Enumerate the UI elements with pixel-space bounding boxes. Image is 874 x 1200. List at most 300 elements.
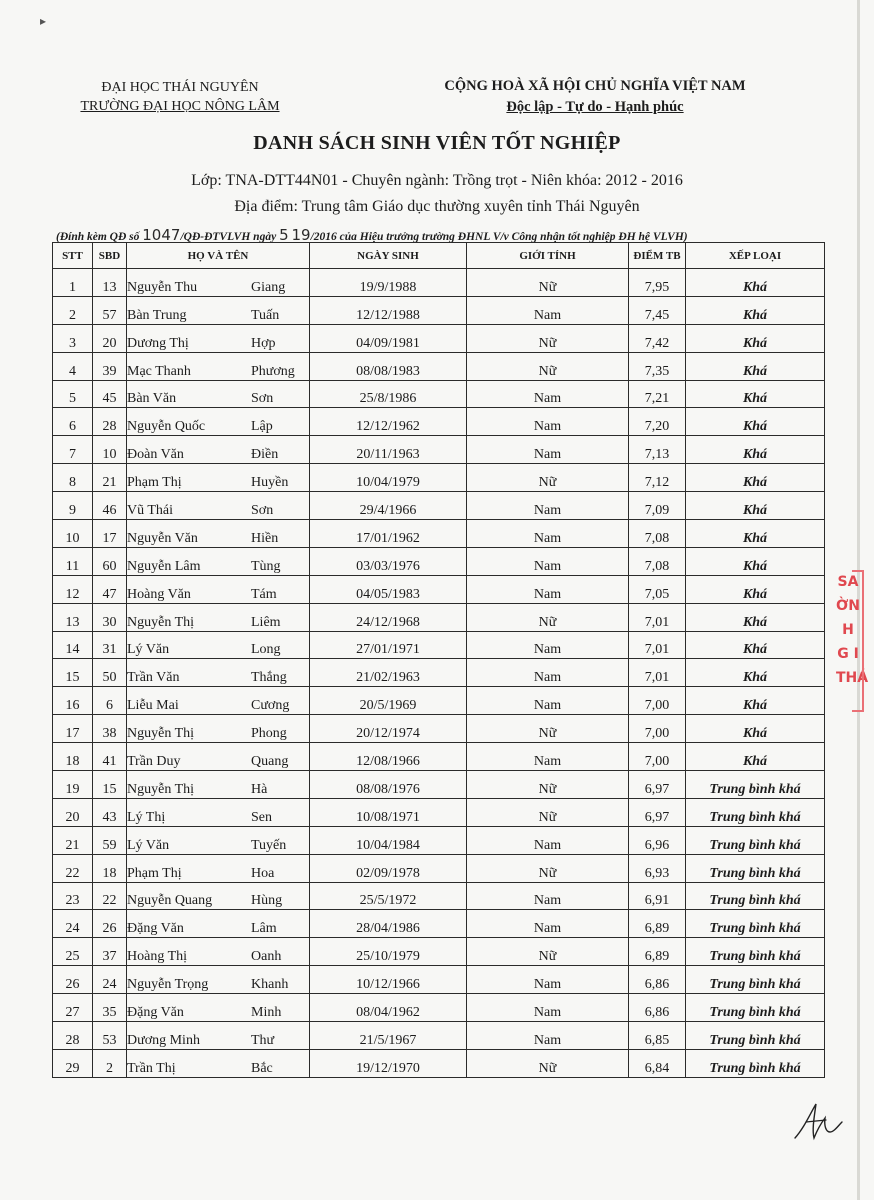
row-sex: Nam: [467, 436, 629, 464]
row-stt: 25: [53, 938, 93, 966]
table-row: [53, 631, 825, 659]
row-name: [127, 324, 310, 352]
row-dob: 25/5/1972: [310, 882, 467, 910]
row-name: [127, 1049, 310, 1077]
row-sbd: 31: [93, 631, 127, 659]
row-stt: 2: [53, 296, 93, 324]
row-rank: Khá: [686, 715, 825, 743]
row-dob: 12/12/1962: [310, 408, 467, 436]
row-avg: 7,01: [629, 603, 686, 631]
row-rank: Khá: [686, 687, 825, 715]
row-avg: 6,89: [629, 938, 686, 966]
row-given-name: Oanh: [251, 949, 282, 965]
row-dob: 08/08/1983: [310, 352, 467, 380]
row-sex: Nam: [467, 910, 629, 938]
row-given-name: Sơn: [251, 391, 274, 407]
row-given-name: Hợp: [251, 335, 276, 351]
table-row: [53, 687, 825, 715]
row-sbd: 18: [93, 854, 127, 882]
table-row: [53, 798, 825, 826]
row-sex: Nam: [467, 296, 629, 324]
row-name: [127, 352, 310, 380]
row-sex: Nam: [467, 687, 629, 715]
row-dob: 28/04/1986: [310, 910, 467, 938]
row-sbd: 30: [93, 603, 127, 631]
row-name: [127, 1022, 310, 1050]
row-last-middle-name: Vũ Thái: [127, 503, 174, 519]
row-stt: 11: [53, 547, 93, 575]
row-given-name: Long: [251, 642, 281, 658]
row-sex: Nam: [467, 492, 629, 520]
row-rank: Khá: [686, 603, 825, 631]
stamp-text-4: G I: [837, 646, 859, 662]
row-avg: 7,00: [629, 743, 686, 771]
college-name: TRƯỜNG ĐẠI HỌC NÔNG LÂM: [80, 99, 280, 114]
row-given-name: Cương: [251, 698, 290, 714]
row-given-name: Phương: [251, 363, 295, 379]
row-rank: Khá: [686, 659, 825, 687]
row-given-name: Hoa: [251, 865, 275, 881]
table-row: [53, 380, 825, 408]
row-dob: 27/01/1971: [310, 631, 467, 659]
row-avg: 6,93: [629, 854, 686, 882]
row-last-middle-name: Nguyễn Trọng: [127, 977, 209, 993]
national-motto-header: [420, 76, 770, 118]
row-dob: 19/12/1970: [310, 1049, 467, 1077]
row-avg: 6,86: [629, 966, 686, 994]
table-header-row: [53, 243, 825, 269]
row-sbd: 21: [93, 464, 127, 492]
row-last-middle-name: Nguyễn Văn: [127, 530, 198, 546]
row-sbd: 57: [93, 296, 127, 324]
row-stt: 26: [53, 966, 93, 994]
row-sbd: 20: [93, 324, 127, 352]
row-sex: Nữ: [467, 1049, 629, 1077]
row-dob: 12/08/1966: [310, 743, 467, 771]
row-sex: Nữ: [467, 352, 629, 380]
row-sbd: 47: [93, 575, 127, 603]
stamp-border: [852, 570, 864, 712]
row-sex: Nam: [467, 575, 629, 603]
row-dob: 20/11/1963: [310, 436, 467, 464]
row-given-name: Hà: [251, 781, 268, 797]
row-rank: Khá: [686, 464, 825, 492]
row-sbd: 45: [93, 380, 127, 408]
row-sbd: 17: [93, 520, 127, 548]
row-stt: 3: [53, 324, 93, 352]
table-row: [53, 659, 825, 687]
row-sex: Nam: [467, 547, 629, 575]
col-header-name: HỌ VÀ TÊN: [127, 243, 310, 269]
row-sex: Nữ: [467, 603, 629, 631]
row-sbd: 24: [93, 966, 127, 994]
row-stt: 20: [53, 798, 93, 826]
row-name: [127, 826, 310, 854]
row-name: [127, 380, 310, 408]
row-name: [127, 994, 310, 1022]
row-avg: 7,00: [629, 715, 686, 743]
row-last-middle-name: Nguyễn Thu: [127, 279, 198, 295]
row-given-name: Thư: [251, 1032, 275, 1048]
row-dob: 03/03/1976: [310, 547, 467, 575]
document-title: DANH SÁCH SINH VIÊN TỐT NGHIỆP: [253, 132, 621, 154]
row-given-name: Lâm: [251, 921, 277, 937]
table-row: [53, 575, 825, 603]
col-header-stt: STT: [53, 243, 93, 269]
row-sex: Nữ: [467, 269, 629, 297]
stamp-text-3: H: [842, 622, 854, 638]
row-last-middle-name: Nguyễn Quốc: [127, 419, 206, 435]
row-rank: Trung bình khá: [686, 854, 825, 882]
row-sex: Nam: [467, 826, 629, 854]
row-stt: 9: [53, 492, 93, 520]
row-name: [127, 798, 310, 826]
row-sbd: 35: [93, 994, 127, 1022]
row-dob: 08/08/1976: [310, 771, 467, 799]
row-dob: 10/12/1966: [310, 966, 467, 994]
row-rank: Khá: [686, 436, 825, 464]
row-stt: 6: [53, 408, 93, 436]
row-rank: Khá: [686, 408, 825, 436]
row-stt: 29: [53, 1049, 93, 1077]
row-avg: 7,00: [629, 687, 686, 715]
row-rank: Khá: [686, 743, 825, 771]
row-rank: Trung bình khá: [686, 826, 825, 854]
row-sbd: 50: [93, 659, 127, 687]
row-avg: 7,05: [629, 575, 686, 603]
table-row: [53, 269, 825, 297]
row-name: [127, 771, 310, 799]
row-avg: 7,12: [629, 464, 686, 492]
row-given-name: Sen: [251, 809, 272, 825]
row-rank: Trung bình khá: [686, 966, 825, 994]
row-avg: 7,08: [629, 520, 686, 548]
row-stt: 18: [53, 743, 93, 771]
row-given-name: Liêm: [251, 614, 281, 630]
row-sex: Nam: [467, 1022, 629, 1050]
row-name: [127, 296, 310, 324]
row-sbd: 2: [93, 1049, 127, 1077]
row-sbd: 60: [93, 547, 127, 575]
row-stt: 1: [53, 269, 93, 297]
row-given-name: Điền: [251, 447, 279, 463]
table-row: [53, 910, 825, 938]
row-avg: 7,35: [629, 352, 686, 380]
row-last-middle-name: Trần Thị: [127, 1060, 176, 1076]
row-stt: 15: [53, 659, 93, 687]
col-header-avg: ĐIỂM TB: [629, 243, 686, 269]
row-sbd: 28: [93, 408, 127, 436]
row-sex: Nam: [467, 659, 629, 687]
row-name: [127, 269, 310, 297]
row-rank: Trung bình khá: [686, 938, 825, 966]
row-avg: 6,96: [629, 826, 686, 854]
row-rank: Trung bình khá: [686, 1049, 825, 1077]
row-rank: Trung bình khá: [686, 882, 825, 910]
row-last-middle-name: Đoàn Văn: [127, 447, 184, 463]
row-name: [127, 436, 310, 464]
row-last-middle-name: Đặng Văn: [127, 921, 184, 937]
row-rank: Khá: [686, 352, 825, 380]
row-sex: Nam: [467, 520, 629, 548]
row-rank: Khá: [686, 547, 825, 575]
row-stt: 22: [53, 854, 93, 882]
row-avg: 7,09: [629, 492, 686, 520]
row-sex: Nữ: [467, 938, 629, 966]
col-header-sex: GIỚI TÍNH: [467, 243, 629, 269]
row-sbd: 46: [93, 492, 127, 520]
row-last-middle-name: Phạm Thị: [127, 865, 182, 881]
table-row: [53, 324, 825, 352]
stamp-text-1: SA: [837, 574, 859, 590]
table-row: [53, 352, 825, 380]
row-avg: 7,45: [629, 296, 686, 324]
row-last-middle-name: Dương Thị: [127, 335, 189, 351]
row-sbd: 6: [93, 687, 127, 715]
red-seal-stamp: [836, 570, 869, 690]
row-dob: 25/10/1979: [310, 938, 467, 966]
row-sex: Nam: [467, 994, 629, 1022]
row-dob: 10/08/1971: [310, 798, 467, 826]
row-given-name: Lập: [251, 419, 273, 435]
row-name: [127, 492, 310, 520]
row-dob: 10/04/1984: [310, 826, 467, 854]
row-given-name: Tùng: [251, 558, 281, 574]
table-row: [53, 743, 825, 771]
table-row: [53, 520, 825, 548]
row-last-middle-name: Mạc Thanh: [127, 363, 191, 379]
table-row: [53, 1022, 825, 1050]
row-given-name: Minh: [251, 1005, 282, 1021]
row-avg: 6,97: [629, 798, 686, 826]
row-sex: Nữ: [467, 464, 629, 492]
row-dob: 20/5/1969: [310, 687, 467, 715]
table-row: [53, 966, 825, 994]
row-rank: Khá: [686, 575, 825, 603]
table-row: [53, 603, 825, 631]
row-given-name: Thắng: [251, 670, 287, 686]
row-sbd: 41: [93, 743, 127, 771]
row-avg: 7,13: [629, 436, 686, 464]
decision-suffix: /2016 của Hiệu trưởng trường ĐHNL V/v Công nhận tốt nghiệp ĐH hệ VLVH): [310, 231, 688, 243]
table-row: [53, 994, 825, 1022]
row-given-name: Sơn: [251, 503, 274, 519]
row-rank: Khá: [686, 324, 825, 352]
row-last-middle-name: Nguyễn Thị: [127, 781, 195, 797]
row-given-name: Giang: [251, 279, 286, 295]
row-sbd: 10: [93, 436, 127, 464]
decision-prefix: (Đính kèm QĐ số: [56, 231, 143, 243]
row-name: [127, 659, 310, 687]
row-stt: 5: [53, 380, 93, 408]
row-given-name: Huyền: [251, 475, 289, 491]
row-last-middle-name: Liễu Mai: [127, 698, 179, 714]
row-dob: 02/09/1978: [310, 854, 467, 882]
row-name: [127, 882, 310, 910]
table-row: [53, 296, 825, 324]
university-name: ĐẠI HỌC THÁI NGUYÊN: [101, 80, 259, 95]
row-name: [127, 547, 310, 575]
row-sex: Nữ: [467, 715, 629, 743]
row-last-middle-name: Lý Văn: [127, 642, 170, 658]
row-rank: Trung bình khá: [686, 798, 825, 826]
row-name: [127, 464, 310, 492]
row-name: [127, 966, 310, 994]
col-header-sbd: SBD: [93, 243, 127, 269]
row-name: [127, 520, 310, 548]
row-avg: 6,84: [629, 1049, 686, 1077]
row-stt: 12: [53, 575, 93, 603]
stamp-text-5: THÁ: [836, 670, 869, 686]
decision-day-handwritten: 5: [279, 226, 289, 244]
stamp-text-2: ỜN: [836, 598, 860, 614]
decision-number-handwritten: 1047: [142, 226, 181, 244]
row-rank: Khá: [686, 520, 825, 548]
row-last-middle-name: Phạm Thị: [127, 475, 182, 491]
class-info: Lớp: TNA-DTT44N01 - Chuyên ngành: Trồng trọt - Niên khóa: 2012 - 2016: [191, 172, 683, 189]
row-name: [127, 687, 310, 715]
row-given-name: Hùng: [251, 893, 283, 909]
row-last-middle-name: Dương Minh: [127, 1032, 200, 1048]
table-row: [53, 938, 825, 966]
row-sex: Nam: [467, 882, 629, 910]
row-last-middle-name: Nguyễn Quang: [127, 893, 213, 909]
col-header-dob: NGÀY SINH: [310, 243, 467, 269]
institution-header: [80, 78, 280, 116]
row-last-middle-name: Bàn Trung: [127, 307, 187, 323]
row-stt: 14: [53, 631, 93, 659]
row-last-middle-name: Lý Văn: [127, 837, 170, 853]
row-given-name: Quang: [251, 754, 289, 770]
row-name: [127, 743, 310, 771]
row-stt: 4: [53, 352, 93, 380]
row-given-name: Tám: [251, 586, 277, 602]
row-sex: Nữ: [467, 771, 629, 799]
row-name: [127, 631, 310, 659]
row-name: [127, 408, 310, 436]
table-row: [53, 547, 825, 575]
row-dob: 21/02/1963: [310, 659, 467, 687]
row-dob: 21/5/1967: [310, 1022, 467, 1050]
table-row: [53, 1049, 825, 1077]
row-stt: 17: [53, 715, 93, 743]
row-sex: Nữ: [467, 324, 629, 352]
row-rank: Khá: [686, 269, 825, 297]
row-sbd: 26: [93, 910, 127, 938]
row-last-middle-name: Đặng Văn: [127, 1005, 184, 1021]
row-last-middle-name: Lý Thị: [127, 809, 166, 825]
row-given-name: Tuấn: [251, 307, 280, 323]
row-dob: 20/12/1974: [310, 715, 467, 743]
row-avg: 7,08: [629, 547, 686, 575]
row-sex: Nam: [467, 743, 629, 771]
row-stt: 23: [53, 882, 93, 910]
row-stt: 16: [53, 687, 93, 715]
row-avg: 6,86: [629, 994, 686, 1022]
row-name: [127, 715, 310, 743]
row-stt: 19: [53, 771, 93, 799]
row-last-middle-name: Bàn Văn: [127, 391, 177, 407]
table-row: [53, 408, 825, 436]
row-stt: 27: [53, 994, 93, 1022]
table-row: [53, 826, 825, 854]
row-last-middle-name: Trần Văn: [127, 670, 180, 686]
row-given-name: Khanh: [251, 977, 289, 993]
row-dob: 04/05/1983: [310, 575, 467, 603]
row-stt: 13: [53, 603, 93, 631]
row-dob: 24/12/1968: [310, 603, 467, 631]
row-stt: 28: [53, 1022, 93, 1050]
row-sbd: 39: [93, 352, 127, 380]
table-row: [53, 854, 825, 882]
col-header-rank: XẾP LOẠI: [686, 243, 825, 269]
row-dob: 04/09/1981: [310, 324, 467, 352]
row-avg: 6,89: [629, 910, 686, 938]
row-dob: 25/8/1986: [310, 380, 467, 408]
decision-month-handwritten: 19: [291, 226, 311, 244]
graduates-table: [52, 242, 825, 1078]
country-name: CỘNG HOÀ XÃ HỘI CHỦ NGHĨA VIỆT NAM: [444, 78, 746, 94]
row-dob: 08/04/1962: [310, 994, 467, 1022]
row-sbd: 22: [93, 882, 127, 910]
row-sbd: 37: [93, 938, 127, 966]
row-name: [127, 575, 310, 603]
table-row: [53, 464, 825, 492]
table-row: [53, 436, 825, 464]
row-rank: Trung bình khá: [686, 1022, 825, 1050]
row-last-middle-name: Hoàng Thị: [127, 949, 188, 965]
row-dob: 19/9/1988: [310, 269, 467, 297]
row-avg: 7,01: [629, 659, 686, 687]
row-last-middle-name: Nguyễn Thị: [127, 614, 195, 630]
row-avg: 6,91: [629, 882, 686, 910]
row-avg: 6,85: [629, 1022, 686, 1050]
scan-mark: ▸: [40, 14, 47, 28]
row-sbd: 38: [93, 715, 127, 743]
row-sex: Nữ: [467, 854, 629, 882]
row-rank: Khá: [686, 380, 825, 408]
row-name: [127, 938, 310, 966]
row-sex: Nữ: [467, 798, 629, 826]
row-sbd: 53: [93, 1022, 127, 1050]
row-rank: Trung bình khá: [686, 771, 825, 799]
table-row: [53, 492, 825, 520]
row-sex: Nam: [467, 966, 629, 994]
row-dob: 17/01/1962: [310, 520, 467, 548]
row-sex: Nam: [467, 380, 629, 408]
row-dob: 29/4/1966: [310, 492, 467, 520]
row-stt: 24: [53, 910, 93, 938]
row-stt: 10: [53, 520, 93, 548]
row-stt: 8: [53, 464, 93, 492]
row-dob: 12/12/1988: [310, 296, 467, 324]
row-sex: Nam: [467, 631, 629, 659]
row-stt: 7: [53, 436, 93, 464]
row-given-name: Tuyến: [251, 837, 287, 853]
row-sbd: 15: [93, 771, 127, 799]
row-dob: 10/04/1979: [310, 464, 467, 492]
location-info: Địa điểm: Trung tâm Giáo dục thường xuyên tỉnh Thái Nguyên: [234, 198, 640, 215]
row-rank: Khá: [686, 631, 825, 659]
row-given-name: Bắc: [251, 1060, 273, 1076]
row-name: [127, 854, 310, 882]
decision-middle: /QĐ-ĐTVLVH ngày: [180, 231, 280, 243]
row-rank: Trung bình khá: [686, 910, 825, 938]
row-last-middle-name: Trần Duy: [127, 754, 181, 770]
row-last-middle-name: Nguyễn Lâm: [127, 558, 201, 574]
row-rank: Khá: [686, 296, 825, 324]
row-given-name: Phong: [251, 726, 287, 742]
